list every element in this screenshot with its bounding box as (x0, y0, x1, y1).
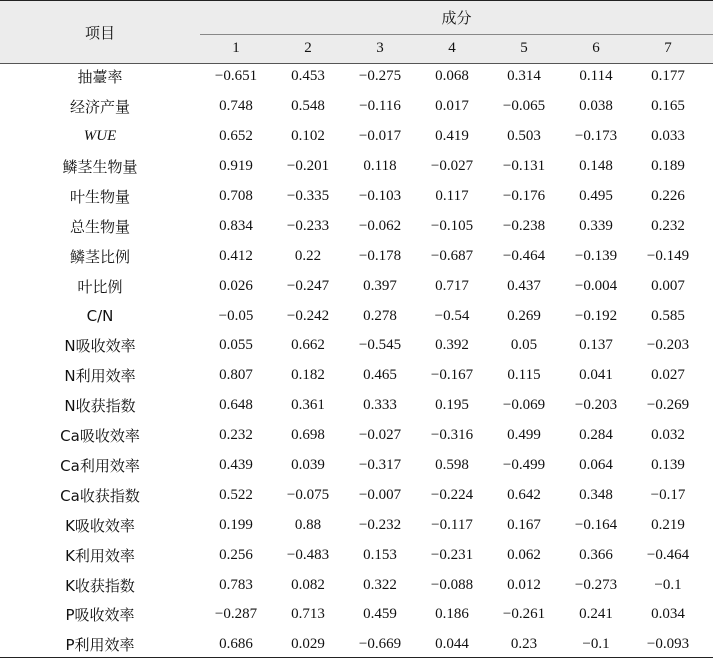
loading-value-cell: 0.064 (579, 457, 613, 474)
loading-value-cell: 0.041 (579, 367, 613, 384)
loading-value-cell: 0.256 (219, 546, 253, 563)
table-row (0, 182, 713, 212)
loading-value-cell: 0.499 (507, 427, 541, 444)
loading-value-cell: 0.453 (291, 68, 325, 85)
loading-value-cell: 0.652 (219, 128, 253, 145)
loading-value-cell: −0.687 (430, 247, 474, 264)
row-label: N收获指数 (64, 397, 136, 416)
component-column-header: 1 (232, 40, 240, 56)
loading-value-cell: 0.22 (294, 247, 322, 264)
row-label: Ca利用效率 (60, 457, 140, 476)
loading-value-cell: 0.189 (651, 158, 685, 175)
loading-value-cell: 0.153 (363, 546, 397, 563)
loading-value-cell: 0.503 (507, 128, 541, 145)
loading-value-cell: −0.116 (359, 98, 401, 115)
loading-value-cell: 0.278 (363, 307, 397, 324)
loading-value-cell: −0.261 (502, 606, 546, 623)
loading-value-cell: −0.273 (574, 576, 618, 593)
loading-value-cell: −0.075 (286, 486, 330, 503)
loading-value-cell: 0.026 (219, 277, 253, 294)
loading-value-cell: −0.464 (502, 247, 546, 264)
loading-value-cell: −0.17 (650, 486, 686, 503)
loading-value-cell: −0.232 (358, 516, 402, 533)
loading-value-cell: −0.164 (574, 516, 618, 533)
component-column-header: 5 (520, 40, 528, 56)
loading-value-cell: 0.748 (219, 98, 253, 115)
loading-value-cell: −0.192 (574, 307, 618, 324)
loading-value-cell: 0.348 (579, 486, 613, 503)
loading-value-cell: 0.437 (507, 277, 541, 294)
loading-value-cell: 0.034 (651, 606, 685, 623)
row-label: 总生物量 (69, 217, 130, 236)
loading-value-cell: −0.017 (358, 128, 402, 145)
row-label: 叶比例 (77, 277, 123, 296)
loading-value-cell: 0.522 (219, 486, 253, 503)
loading-value-cell: −0.233 (286, 217, 330, 234)
loading-value-cell: −0.231 (430, 546, 474, 563)
table-body (0, 62, 713, 660)
loading-value-cell: 0.88 (294, 516, 322, 533)
loading-value-cell: 0.055 (219, 337, 253, 354)
loading-value-cell: 0.284 (579, 427, 613, 444)
loading-value-cell: −0.269 (646, 397, 690, 414)
loading-value-cell: 0.137 (579, 337, 613, 354)
loading-value-cell: 0.102 (291, 128, 325, 145)
loading-value-cell: 0.548 (291, 98, 325, 115)
row-label: 鳞茎比例 (69, 247, 130, 266)
table-row (0, 540, 713, 570)
row-label: N吸收效率 (64, 337, 136, 356)
loading-value-cell: 0.322 (363, 576, 397, 593)
loading-value-cell: 0.807 (219, 367, 253, 384)
loading-value-cell: 0.195 (435, 397, 469, 414)
loading-value-cell: 0.118 (363, 158, 397, 175)
table-row (0, 241, 713, 271)
table-row (0, 391, 713, 421)
row-label: 抽薹率 (77, 68, 123, 87)
loading-value-cell: −0.007 (358, 486, 402, 503)
loading-value-cell: −0.201 (286, 158, 330, 175)
loading-value-cell: −0.317 (358, 457, 402, 474)
loading-value-cell: 0.642 (507, 486, 541, 503)
row-label: K吸收效率 (65, 516, 135, 535)
table-row (0, 600, 713, 630)
row-label: 叶生物量 (69, 188, 130, 206)
loading-value-cell: 0.648 (219, 397, 253, 414)
loading-value-cell: −0.05 (218, 307, 254, 324)
row-label: WUE (83, 128, 117, 145)
row-label: K利用效率 (65, 546, 135, 565)
row-label: Ca吸收效率 (60, 427, 140, 446)
table-row (0, 211, 713, 241)
loading-value-cell: −0.275 (358, 68, 402, 85)
loading-value-cell: 0.361 (291, 397, 325, 414)
loading-value-cell: 0.397 (363, 277, 397, 294)
component-group-header: 成分 (200, 1, 713, 35)
row-label: C/N (86, 307, 114, 326)
loading-value-cell: 0.177 (651, 68, 685, 85)
loading-value-cell: 0.199 (219, 516, 253, 533)
loading-value-cell: −0.105 (430, 217, 474, 234)
loading-value-cell: 0.182 (291, 367, 325, 384)
loading-value-cell: 0.23 (510, 636, 538, 653)
loading-value-cell: 0.165 (651, 98, 685, 115)
loading-value-cell: −0.069 (502, 397, 546, 414)
loading-value-cell: 0.038 (579, 98, 613, 115)
table-row (0, 62, 713, 92)
table-row (0, 630, 713, 660)
loading-value-cell: 0.167 (507, 516, 541, 533)
loading-value-cell: −0.173 (574, 128, 618, 145)
loading-value-cell: 0.495 (579, 188, 613, 204)
loading-value-cell: 0.698 (291, 427, 325, 444)
table-row (0, 451, 713, 481)
loading-value-cell: 0.068 (435, 68, 469, 85)
loading-value-cell: 0.219 (651, 516, 685, 533)
row-label: K收获指数 (65, 576, 135, 595)
loading-value-cell: −0.287 (214, 606, 258, 623)
table-bottom-rule (0, 657, 713, 658)
loading-value-cell: −0.203 (574, 397, 618, 414)
component-column-header: 3 (376, 40, 384, 56)
loading-value-cell: 0.412 (219, 247, 253, 264)
loading-value-cell: −0.1 (654, 576, 682, 593)
loading-value-cell: 0.017 (435, 98, 469, 115)
loading-value-cell: −0.093 (646, 636, 690, 653)
loading-value-cell: 0.339 (579, 217, 613, 234)
loading-value-cell: 0.686 (219, 636, 253, 653)
loading-value-cell: −0.464 (646, 546, 690, 563)
loading-value-cell: −0.167 (430, 367, 474, 384)
loading-value-cell: −0.1 (582, 636, 610, 653)
loading-value-cell: 0.007 (651, 277, 685, 294)
loading-value-cell: −0.54 (434, 307, 470, 324)
table-row (0, 92, 713, 122)
loading-value-cell: −0.242 (286, 307, 330, 324)
loading-value-cell: −0.224 (430, 486, 474, 503)
component-column-header: 6 (592, 40, 600, 56)
row-label: 鳞茎生物量 (62, 158, 138, 177)
row-label: P吸收效率 (65, 606, 135, 625)
table-row (0, 152, 713, 182)
loading-value-cell: −0.176 (502, 188, 546, 204)
loading-value-cell: 0.226 (651, 188, 685, 204)
row-label: Ca收获指数 (60, 486, 140, 505)
table-row (0, 122, 713, 152)
loading-value-cell: 0.598 (435, 457, 469, 474)
loading-value-cell: −0.117 (431, 516, 473, 533)
loading-value-cell: −0.139 (574, 247, 618, 264)
item-column-header: 项目 (84, 23, 115, 42)
loading-value-cell: 0.044 (435, 636, 469, 653)
loading-value-cell: 0.314 (507, 68, 541, 85)
loading-value-cell: −0.316 (430, 427, 474, 444)
row-label: P利用效率 (65, 636, 135, 655)
loading-value-cell: 0.783 (219, 576, 253, 593)
loading-value-cell: −0.027 (358, 427, 402, 444)
loading-value-cell: 0.186 (435, 606, 469, 623)
loading-value-cell: 0.459 (363, 606, 397, 623)
loading-value-cell: 0.333 (363, 397, 397, 414)
table-row (0, 510, 713, 540)
component-column-header: 2 (304, 40, 312, 56)
loading-value-cell: 0.366 (579, 546, 613, 563)
loading-value-cell: 0.585 (651, 307, 685, 324)
loading-value-cell: −0.651 (214, 68, 258, 85)
component-column-header: 7 (664, 40, 672, 56)
loading-value-cell: −0.499 (502, 457, 546, 474)
loading-value-cell: 0.062 (507, 546, 541, 563)
loading-value-cell: −0.088 (430, 576, 474, 593)
table-header (0, 0, 713, 64)
loading-value-cell: 0.012 (507, 576, 541, 593)
loading-value-cell: 0.708 (219, 188, 253, 204)
loading-value-cell: 0.232 (219, 427, 253, 444)
loading-value-cell: 0.115 (507, 367, 541, 384)
loading-value-cell: −0.103 (358, 188, 402, 204)
loading-value-cell: −0.062 (358, 217, 402, 234)
loading-value-cell: −0.004 (574, 277, 618, 294)
table-row (0, 271, 713, 301)
loading-value-cell: 0.027 (651, 367, 685, 384)
loading-value-cell: 0.419 (435, 128, 469, 145)
loading-value-cell: −0.483 (286, 546, 330, 563)
loading-value-cell: 0.114 (579, 68, 613, 85)
loading-value-cell: 0.029 (291, 636, 325, 653)
loading-value-cell: −0.027 (430, 158, 474, 175)
loading-value-cell: 0.232 (651, 217, 685, 234)
loading-value-cell: 0.834 (219, 217, 253, 234)
loading-value-cell: −0.545 (358, 337, 402, 354)
loading-value-cell: −0.178 (358, 247, 402, 264)
loading-value-cell: −0.247 (286, 277, 330, 294)
loading-value-cell: 0.139 (651, 457, 685, 474)
loading-value-cell: 0.241 (579, 606, 613, 623)
row-label: N利用效率 (64, 367, 136, 386)
loading-value-cell: 0.713 (291, 606, 325, 623)
row-label: 经济产量 (69, 98, 130, 117)
table-row (0, 331, 713, 361)
loading-value-cell: 0.082 (291, 576, 325, 593)
table-row (0, 570, 713, 600)
loading-value-cell: 0.919 (219, 158, 253, 175)
table-row (0, 480, 713, 510)
loading-value-cell: 0.269 (507, 307, 541, 324)
loading-value-cell: 0.662 (291, 337, 325, 354)
loading-value-cell: −0.065 (502, 98, 546, 115)
loading-value-cell: 0.05 (510, 337, 538, 354)
loading-value-cell: −0.669 (358, 636, 402, 653)
loading-value-cell: 0.717 (435, 277, 469, 294)
loading-value-cell: 0.392 (435, 337, 469, 354)
table-row (0, 361, 713, 391)
table-row (0, 301, 713, 331)
loading-value-cell: 0.117 (435, 188, 469, 204)
loading-value-cell: 0.039 (291, 457, 325, 474)
loading-value-cell: −0.335 (286, 188, 330, 204)
loading-value-cell: −0.238 (502, 217, 546, 234)
loading-value-cell: 0.032 (651, 427, 685, 444)
loading-value-cell: 0.465 (363, 367, 397, 384)
loading-value-cell: −0.131 (502, 158, 546, 175)
component-column-header: 4 (448, 40, 456, 56)
loading-value-cell: 0.439 (219, 457, 253, 474)
table-row (0, 421, 713, 451)
loading-value-cell: 0.033 (651, 128, 685, 145)
loading-value-cell: −0.149 (646, 247, 690, 264)
loading-value-cell: −0.203 (646, 337, 690, 354)
loading-value-cell: 0.148 (579, 158, 613, 175)
